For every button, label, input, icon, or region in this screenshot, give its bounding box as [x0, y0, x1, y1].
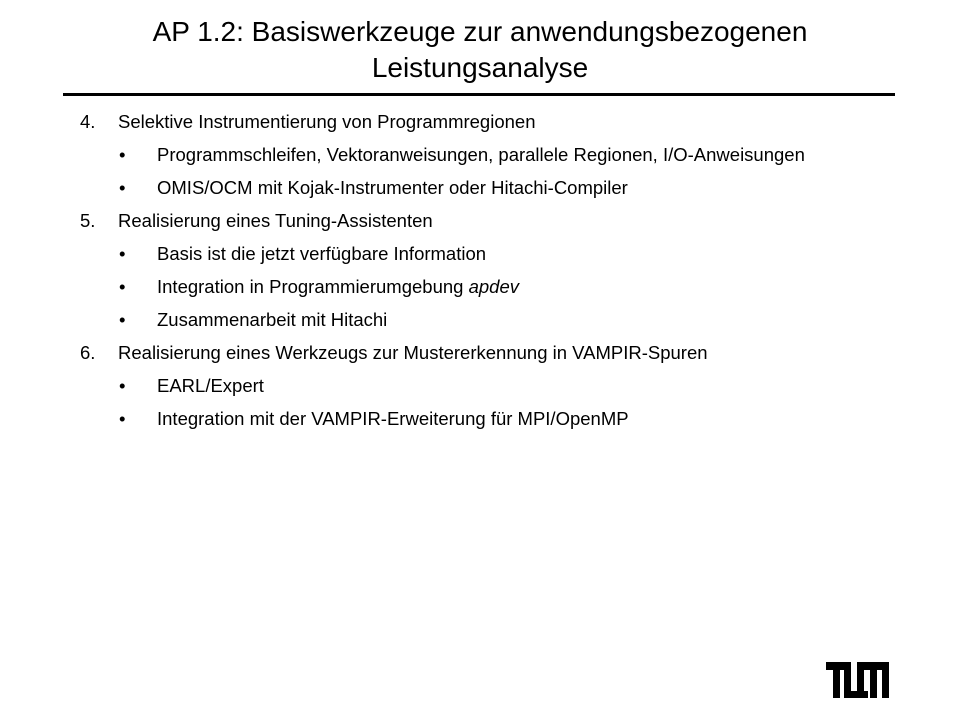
bullet-icon: •	[119, 276, 126, 297]
bullet-icon: •	[119, 375, 126, 396]
list-item-4	[80, 110, 810, 133]
sub-item	[80, 242, 810, 265]
title-divider	[63, 93, 895, 96]
slide-title	[60, 14, 900, 86]
slide-title-line-1: AP 1.2: Basiswerkzeuge zur anwendungsbezogenen	[152, 16, 808, 47]
sub-item-text: Programmschleifen, Vektoranweisungen, parallele Regionen, I/O-Anweisungen	[157, 144, 805, 165]
sub-item	[80, 407, 810, 430]
item-text: Realisierung eines Tuning-Assistenten	[118, 210, 433, 231]
sub-item-italic-text: apdev	[468, 276, 519, 297]
item-number: 5.	[80, 210, 96, 231]
bullet-icon: •	[119, 144, 126, 165]
item-number: 4.	[80, 111, 96, 132]
item-text: Realisierung eines Werkzeugs zur Mustererkennung in VAMPIR-Spuren	[118, 342, 708, 363]
slide-content	[80, 110, 810, 440]
sub-item	[80, 275, 810, 298]
sub-item-text: Integration in Programmierumgebung	[157, 276, 469, 297]
sub-item-text: EARL/Expert	[157, 375, 264, 396]
item-number: 6.	[80, 342, 96, 363]
list-item-5	[80, 209, 810, 232]
bullet-icon: •	[119, 243, 126, 264]
sub-item-text: Integration mit der VAMPIR-Erweiterung für MPI/OpenMP	[157, 408, 629, 429]
sub-item	[80, 176, 810, 199]
sub-item-text: Basis ist die jetzt verfügbare Information	[157, 243, 487, 264]
sub-item	[80, 143, 810, 166]
tum-logo-icon	[826, 662, 889, 703]
sub-item	[80, 374, 810, 397]
item-text: Selektive Instrumentierung von Programmregionen	[118, 111, 536, 132]
list-item-6	[80, 341, 810, 364]
sub-item	[80, 308, 810, 331]
bullet-icon: •	[119, 309, 126, 330]
bullet-icon: •	[119, 408, 126, 429]
sub-item-text: Zusammenarbeit mit Hitachi	[157, 309, 388, 330]
slide-title-line-2: Leistungsanalyse	[371, 52, 589, 83]
bullet-icon: •	[119, 177, 126, 198]
sub-item-text: OMIS/OCM mit Kojak-Instrumenter oder Hitachi-Compiler	[157, 177, 628, 198]
